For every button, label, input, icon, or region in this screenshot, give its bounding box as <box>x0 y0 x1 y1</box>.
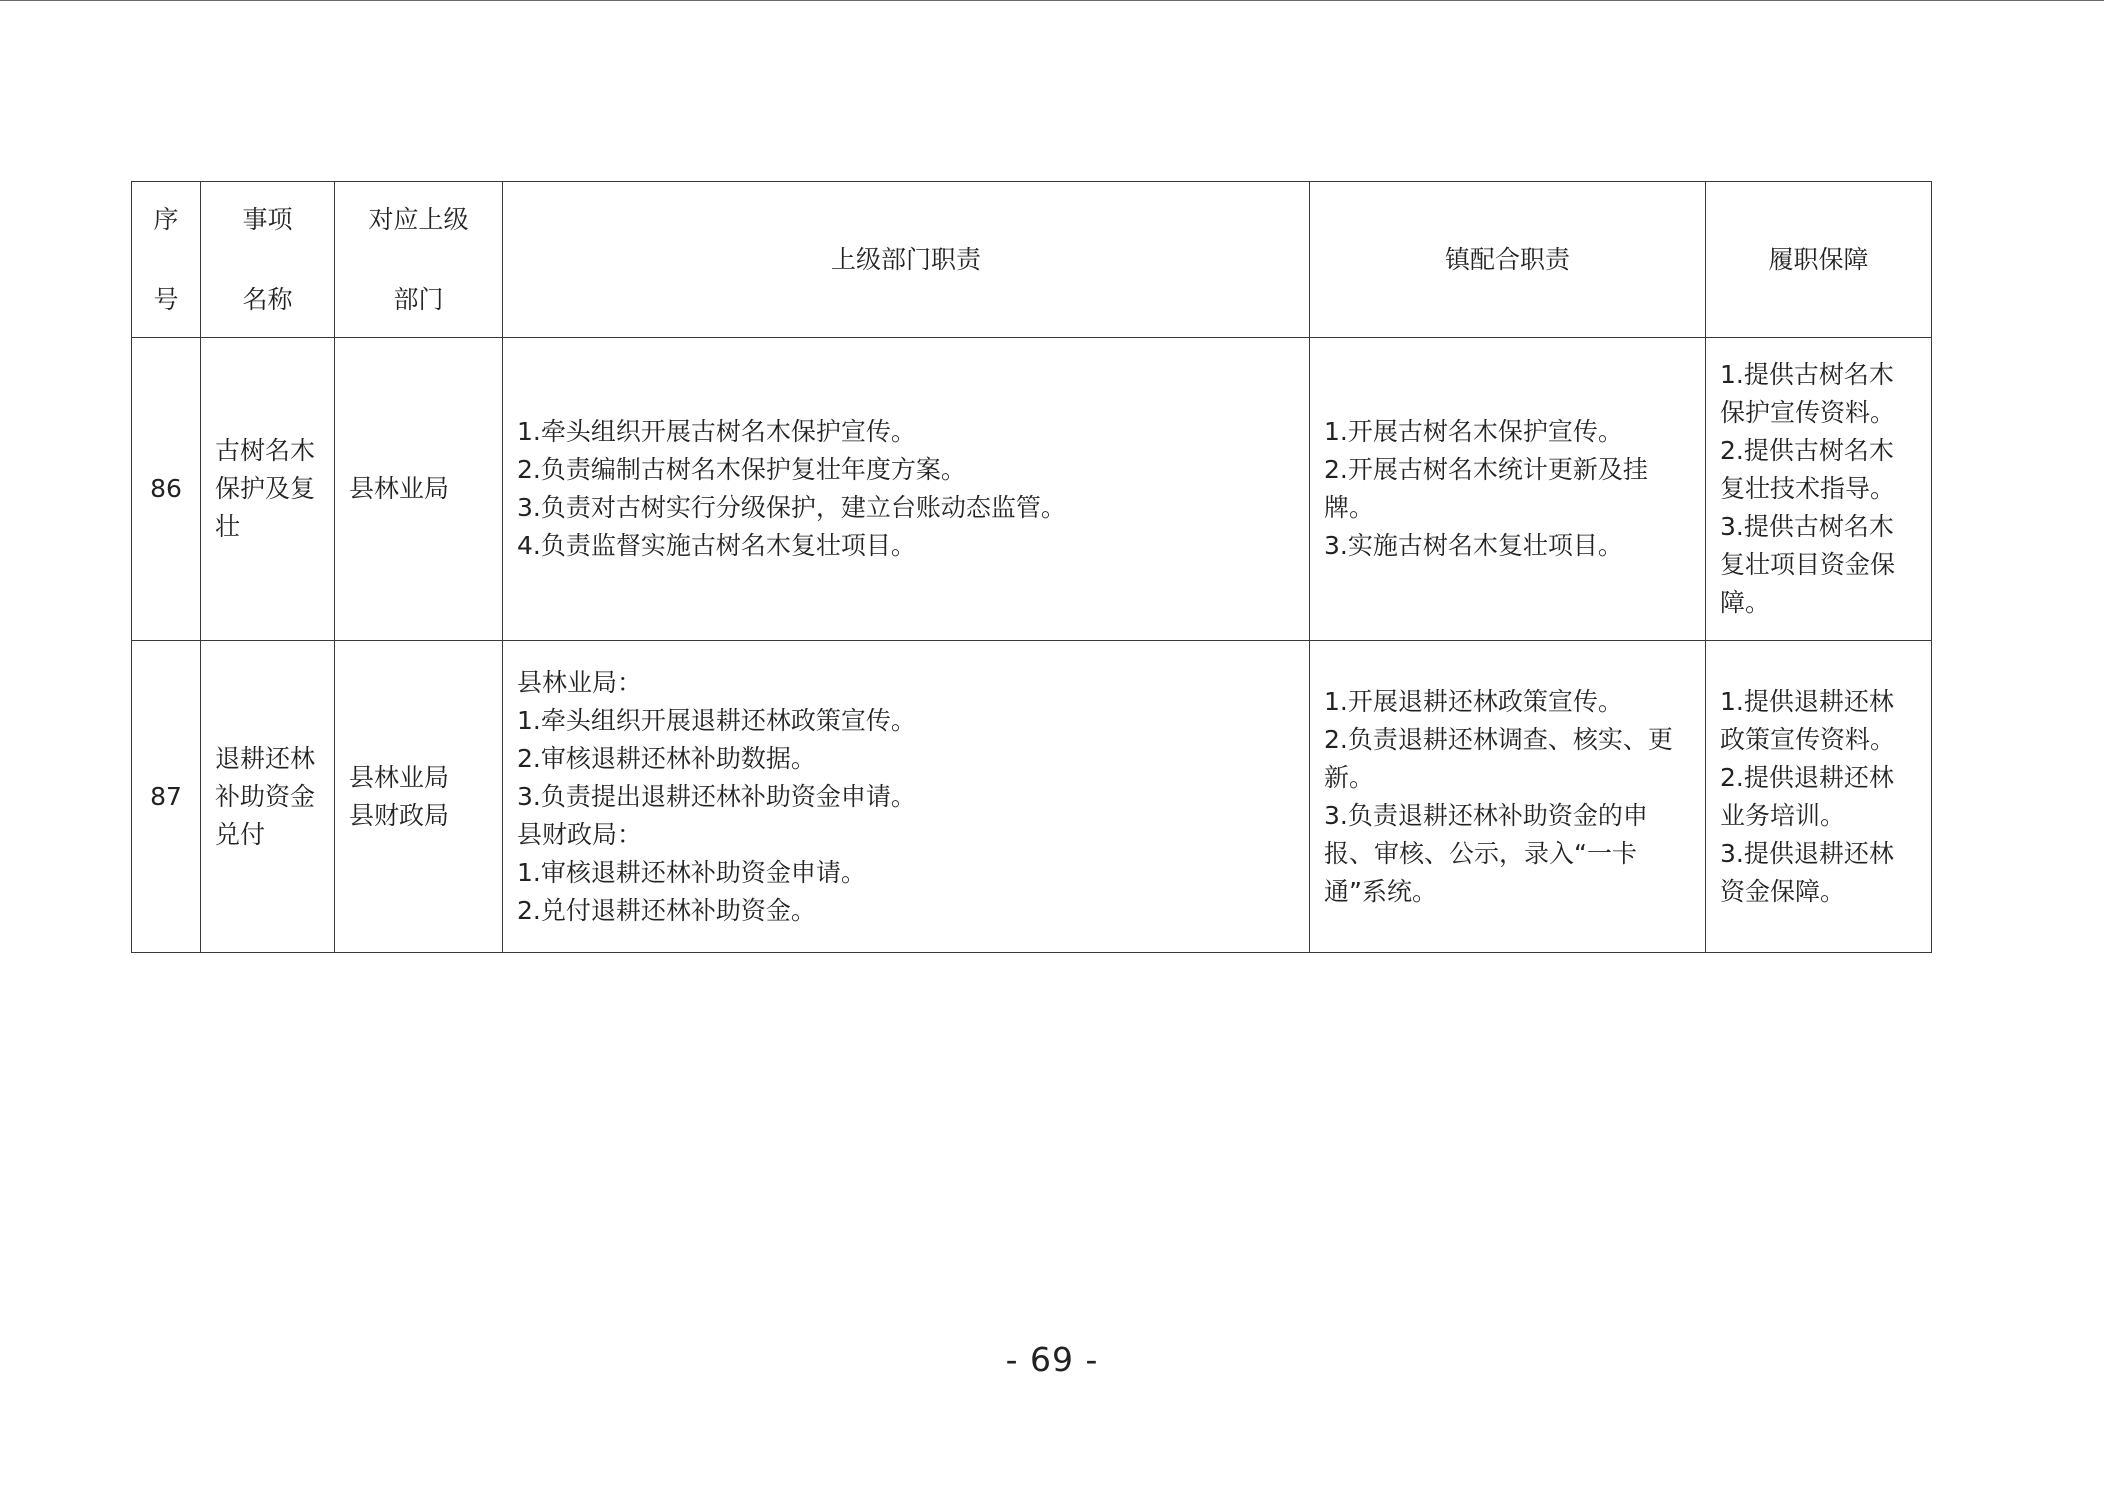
header-seq <box>132 182 201 338</box>
duty-line: 县林业局： <box>517 667 643 697</box>
duty-line: 1.牵头组织开展古树名木保护宣传。 <box>517 417 916 446</box>
duty-line: 2.负责退耕还林调查、核实、更新。 <box>1324 724 1673 792</box>
item-name-line: 古树名木 <box>215 436 316 465</box>
header-seq-line: 序 <box>153 204 179 234</box>
duty-line: 2.负责编制古树名木保护复壮年度方案。 <box>517 455 966 484</box>
duty-line: 1.开展古树名木保护宣传。 <box>1324 417 1623 446</box>
table-row <box>132 338 1932 641</box>
duty-line: 2.开展古树名木统计更新及挂牌。 <box>1324 455 1648 522</box>
header-item-name <box>201 182 335 338</box>
guarantee-line: 1.提供古树名木保护宣传资料。 <box>1720 360 1896 427</box>
header-item-line: 名称 <box>242 284 293 314</box>
dept-cell <box>335 641 503 953</box>
duty-line: 2.审核退耕还林补助数据。 <box>517 743 816 773</box>
item-name-line: 兑付 <box>215 819 266 849</box>
duty-line: 县财政局： <box>517 819 643 849</box>
guarantee-line: 2.提供退耕还林业务培训。 <box>1720 762 1894 830</box>
duty-line: 2.兑付退耕还林补助资金。 <box>517 895 816 925</box>
header-seq-line: 号 <box>153 284 179 314</box>
dept-line: 县林业局 <box>349 474 450 503</box>
duty-line: 3.实施古树名木复壮项目。 <box>1324 531 1623 560</box>
table-header-row <box>132 182 1932 338</box>
duty-line: 4.负责监督实施古树名木复壮项目。 <box>517 531 916 560</box>
duty-line: 3.负责对古树实行分级保护，建立台账动态监管。 <box>517 493 1066 522</box>
header-guarantee: 履职保障 <box>1706 182 1932 338</box>
item-name-line: 补助资金 <box>215 781 316 811</box>
duty-line: 3.负责提出退耕还林补助资金申请。 <box>517 781 916 811</box>
duty-line: 1.审核退耕还林补助资金申请。 <box>517 857 866 887</box>
upper-duty-cell <box>503 641 1310 953</box>
guarantee-line: 2.提供古树名木复壮技术指导。 <box>1720 436 1896 503</box>
duty-line: 1.开展退耕还林政策宣传。 <box>1324 686 1623 716</box>
dept-cell <box>335 338 503 641</box>
header-town-duty: 镇配合职责 <box>1310 182 1706 338</box>
row-number: 87 <box>132 641 201 953</box>
table-row <box>132 641 1932 953</box>
dept-line: 县林业局 <box>349 762 450 792</box>
upper-duty-cell <box>503 338 1310 641</box>
header-dept-line: 对应上级 <box>368 204 469 234</box>
item-name-cell <box>201 338 335 641</box>
header-dept <box>335 182 503 338</box>
town-duty-cell <box>1310 641 1706 953</box>
header-dept-line: 部门 <box>393 284 444 314</box>
header-upper-duty: 上级部门职责 <box>503 182 1310 338</box>
row-number: 86 <box>132 338 201 641</box>
item-name-line: 壮 <box>215 512 241 541</box>
page-top-border <box>0 0 2104 1</box>
duty-line: 3.负责退耕还林补助资金的申报、审核、公示，录入“一卡通”系统。 <box>1324 800 1648 906</box>
duty-table <box>131 181 1932 953</box>
header-item-line: 事项 <box>242 204 293 234</box>
guarantee-line: 1.提供退耕还林政策宣传资料。 <box>1720 686 1896 754</box>
guarantee-line: 3.提供退耕还林资金保障。 <box>1720 838 1894 906</box>
guarantee-cell <box>1706 338 1932 641</box>
dept-line: 县财政局 <box>349 800 450 830</box>
guarantee-line: 3.提供古树名木复壮项目资金保障。 <box>1720 512 1896 617</box>
item-name-line: 退耕还林 <box>215 743 316 773</box>
duty-line: 1.牵头组织开展退耕还林政策宣传。 <box>517 705 916 735</box>
town-duty-cell <box>1310 338 1706 641</box>
page-number: - 69 - <box>1005 1340 1099 1379</box>
item-name-line: 保护及复 <box>215 474 316 503</box>
item-name-cell <box>201 641 335 953</box>
guarantee-cell <box>1706 641 1932 953</box>
